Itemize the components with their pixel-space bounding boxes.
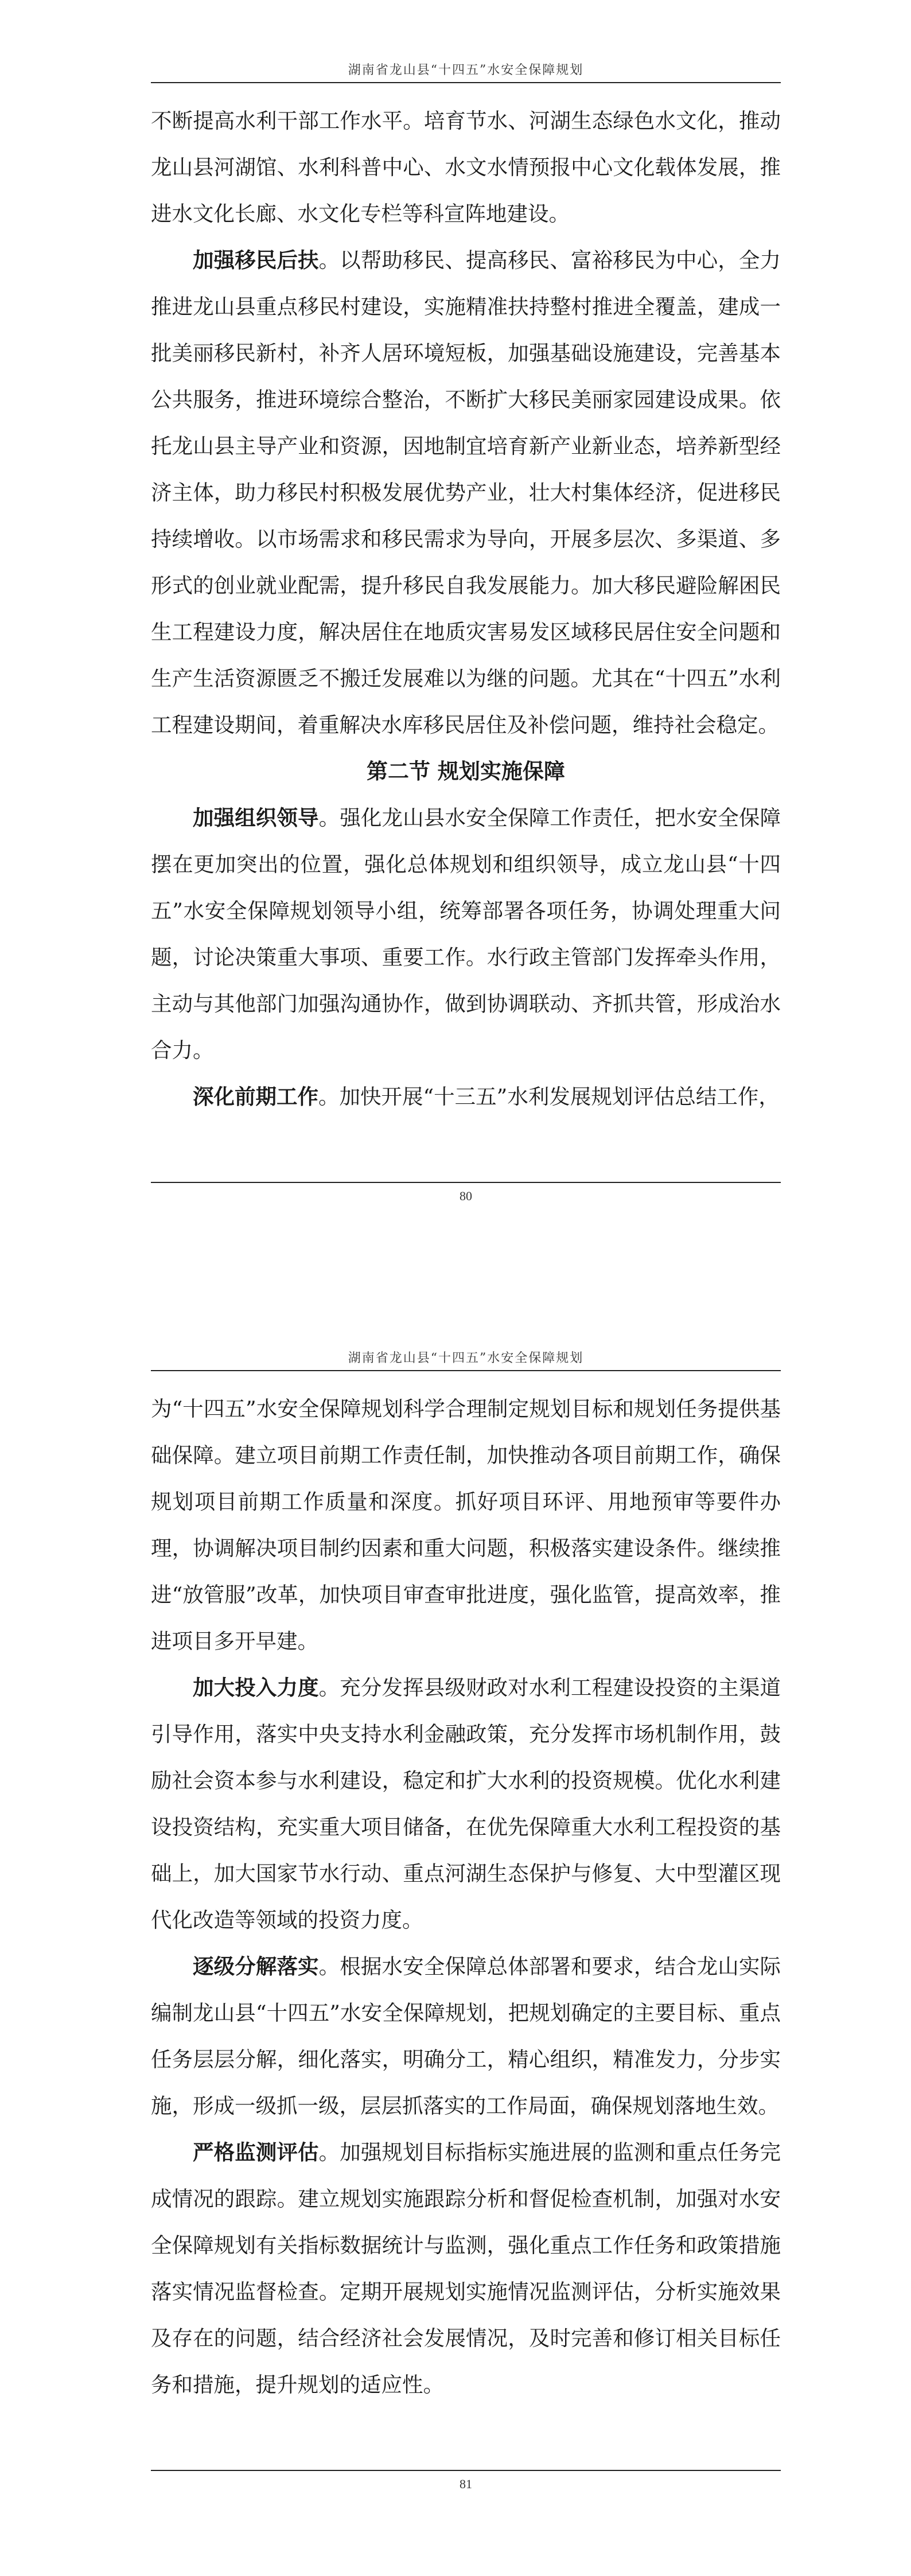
paragraph-text: 。强化龙山县水安全保障工作责任，把水安全保障摆在更加突出的位置，强化总体规划和组织领导，成立龙山县“十四五”水安全保障规划领导小组，统筹部署各项任务，协调处理重大问题，讨论决策重大事项、重要工作。水行政主管部门发挥牵头作用，主动与其他部门加强沟通协作，做到协调联动、齐抓共管，形成治水合力。	[151, 806, 781, 1063]
paragraph	[151, 237, 781, 748]
paragraph	[151, 1073, 781, 1120]
paragraph-text: 。根据水安全保障总体部署和要求，结合龙山实际编制龙山县“十四五”水安全保障规划，把规划确定的主要目标、重点任务层层分解，细化落实，明确分工，精心组织，精准发力，分步实施，形成一级抓一级，层层抓落实的工作局面，确保规划落地生效。	[151, 1954, 781, 2118]
paragraph-text: 不断提高水利干部工作水平。培育节水、河湖生态绿色水文化，推动龙山县河湖馆、水利科普中心、水文水情预报中心文化载体发展，推进水文化长廊、水文化专栏等科宣阵地建设。	[151, 108, 781, 226]
paragraph-lead: 加强组织领导	[193, 806, 319, 830]
header-rule	[151, 82, 781, 83]
paragraph	[151, 1664, 781, 1943]
page-body	[151, 98, 781, 1120]
paragraph-text: 。充分发挥县级财政对水利工程建设投资的主渠道引导作用，落实中央支持水利金融政策，充分发挥市场机制作用，鼓励社会资本参与水利建设，稳定和扩大水利的投资规模。优化水利建设投资结构，充实重大项目储备，在优先保障重大水利工程投资的基础上，加大国家节水行动、重点河湖生态保护与修复、大中型灌区现代化改造等领域的投资力度。	[151, 1675, 781, 1932]
paragraph	[151, 795, 781, 1073]
paragraph-text: 为“十四五”水安全保障规划科学合理制定规划目标和规划任务提供基础保障。建立项目前期工作责任制，加快推动各项目前期工作，确保规划项目前期工作质量和深度。抓好项目环评、用地预审等要件办理，协调解决项目制约因素和重大问题，积极落实建设条件。继续推进“放管服”改革，加快项目审查审批进度，强化监管，提高效率，推进项目多开早建。	[151, 1396, 781, 1653]
paragraph	[151, 1943, 781, 2129]
paragraph	[151, 98, 781, 237]
paragraph	[151, 2129, 781, 2408]
paragraph-lead: 逐级分解落实	[193, 1954, 319, 1979]
paragraph-text: 。以帮助移民、提高移民、富裕移民为中心，全力推进龙山县重点移民村建设，实施精准扶持整村推进全覆盖，建成一批美丽移民新村，补齐人居环境短板，加强基础设施建设，完善基本公共服务，推进环境综合整治，不断扩大移民美丽家园建设成果。依托龙山县主导产业和资源，因地制宜培育新产业新业态，培养新型经济主体，助力移民村积极发展优势产业，壮大村集体经济，促进移民持续增收。以市场需求和移民需求为导向，开展多层次、多渠道、多形式的创业就业配需，提升移民自我发展能力。加大移民避险解困民生工程建设力度，解决居住在地质灾害易发区域移民居住安全问题和生产生活资源匮乏不搬迁发展难以为继的问题。尤其在“十四五”水利工程建设期间，着重解决水库移民居住及补偿问题，维持社会稳定。	[151, 248, 781, 737]
running-header: 湖南省龙山县“十四五”水安全保障规划	[348, 63, 584, 77]
page-body	[151, 1386, 781, 2408]
running-header: 湖南省龙山县“十四五”水安全保障规划	[348, 1351, 584, 1365]
paragraph-lead: 加大投入力度	[193, 1675, 319, 1700]
paragraph	[151, 1386, 781, 1664]
paragraph-lead: 深化前期工作	[193, 1084, 318, 1109]
section-title: 第二节 规划实施保障	[367, 759, 565, 784]
header-rule	[151, 1370, 781, 1371]
paragraph-text: 。加快开展“十三五”水利发展规划评估总结工作，	[318, 1084, 780, 1109]
footer-rule	[151, 1182, 781, 1183]
page-number: 81	[460, 2477, 472, 2491]
footer-rule	[151, 2470, 781, 2471]
paragraph-lead: 严格监测评估	[193, 2140, 319, 2165]
paragraph-text: 。加强规划目标指标实施进展的监测和重点任务完成情况的跟踪。建立规划实施跟踪分析和督促检查机制，加强对水安全保障规划有关指标数据统计与监测，强化重点工作任务和政策措施落实情况监督检查。定期开展规划实施情况监测评估，分析实施效果及存在的问题，结合经济社会发展情况，及时完善和修订相关目标任务和措施，提升规划的适应性。	[151, 2140, 781, 2397]
paragraph-lead: 加强移民后扶	[193, 248, 319, 273]
document-page-81	[0, 1288, 911, 2576]
page-number: 80	[460, 1189, 472, 1203]
